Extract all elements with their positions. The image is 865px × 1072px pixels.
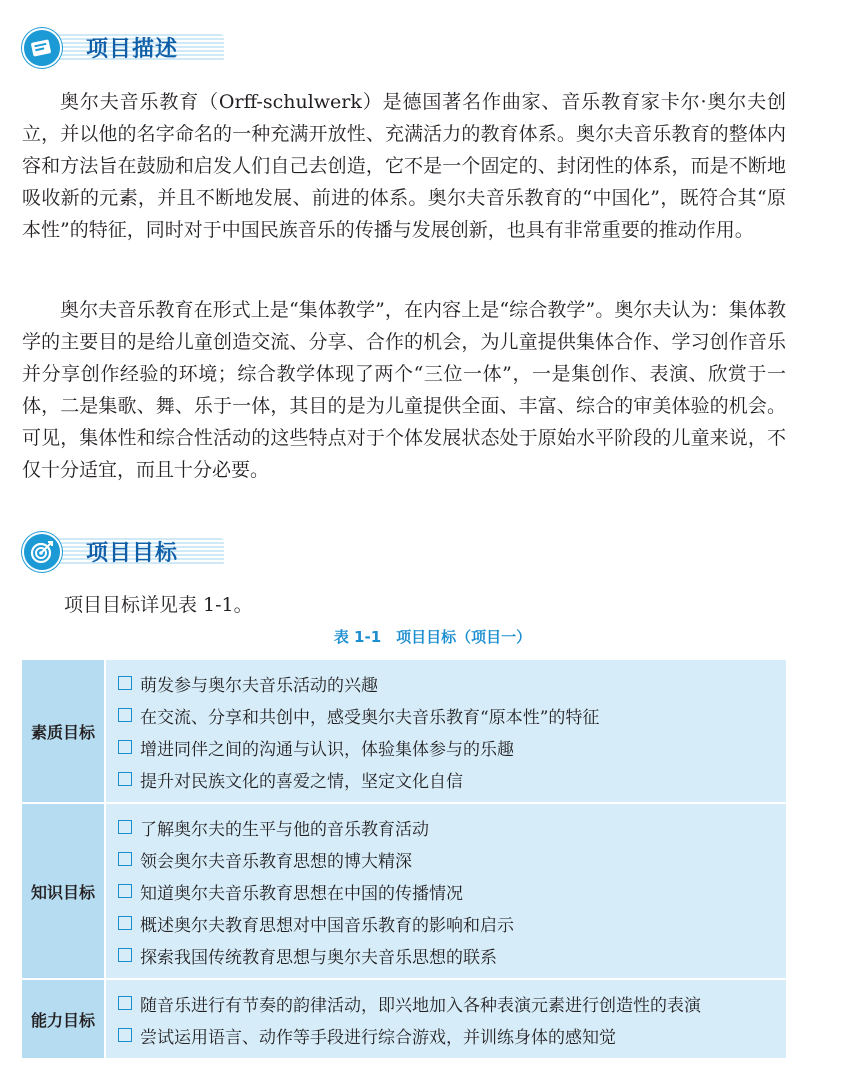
- list-item: [118, 987, 786, 1019]
- list-item: [118, 907, 786, 939]
- table-intro: 项目目标详见表 1-1。: [64, 594, 253, 616]
- goal-text: 探索我国传统教育思想与奥尔夫音乐思想的联系: [140, 947, 497, 968]
- goal-category: 素质目标: [22, 660, 106, 802]
- section-header-goals: [22, 532, 212, 572]
- goals-table: [22, 660, 786, 1060]
- checkbox-icon: [118, 948, 132, 962]
- checkbox-icon: [118, 708, 132, 722]
- goal-list: [106, 804, 786, 978]
- checkbox-icon: [118, 916, 132, 930]
- table-caption: 表 1-1 项目目标（项目一）: [333, 628, 532, 646]
- list-item: [118, 875, 786, 907]
- checkbox-icon: [118, 852, 132, 866]
- list-item: [118, 763, 786, 795]
- goal-text: 增进同伴之间的沟通与认识，体验集体参与的乐趣: [140, 739, 514, 760]
- checkbox-icon: [118, 884, 132, 898]
- list-item: [118, 731, 786, 763]
- list-item: [118, 939, 786, 971]
- goal-list: [106, 660, 786, 802]
- list-item: [118, 1019, 786, 1051]
- section-title: 项目描述: [86, 37, 179, 62]
- goal-text: 萌发参与奥尔夫音乐活动的兴趣: [140, 675, 378, 696]
- goal-list: [106, 980, 786, 1058]
- goal-text: 领会奥尔夫音乐教育思想的博大精深: [140, 851, 412, 872]
- goal-text: 尝试运用语言、动作等手段进行综合游戏，并训练身体的感知觉: [140, 1027, 616, 1048]
- list-item: [118, 699, 786, 731]
- goal-text: 提升对民族文化的喜爱之情，坚定文化自信: [140, 771, 463, 792]
- book-icon: [22, 28, 62, 68]
- table-row: [22, 804, 786, 980]
- list-item: [118, 811, 786, 843]
- goal-text: 随音乐进行有节奏的韵律活动，即兴地加入各种表演元素进行创造性的表演: [140, 995, 701, 1016]
- goal-category: 知识目标: [22, 804, 106, 978]
- goal-text: 在交流、分享和共创中，感受奥尔夫音乐教育“原本性”的特征: [140, 707, 600, 728]
- goal-category: 能力目标: [22, 980, 106, 1058]
- goal-text: 概述奥尔夫教育思想对中国音乐教育的影响和启示: [140, 915, 514, 936]
- section-header-description: [22, 28, 212, 68]
- goal-text: 了解奥尔夫的生平与他的音乐教育活动: [140, 819, 429, 840]
- section-title: 项目目标: [86, 541, 179, 566]
- checkbox-icon: [118, 820, 132, 834]
- table-row: [22, 980, 786, 1060]
- checkbox-icon: [118, 740, 132, 754]
- list-item: [118, 667, 786, 699]
- checkbox-icon: [118, 772, 132, 786]
- checkbox-icon: [118, 996, 132, 1010]
- list-item: [118, 843, 786, 875]
- checkbox-icon: [118, 676, 132, 690]
- description-paragraph-1: 奥尔夫音乐教育（Orff-schulwerk）是德国著名作曲家、音乐教育家卡尔·奥尔夫创立，并以他的名字命名的一种充满开放性、充满活力的教育体系。奥尔夫音乐教育的整体内容和方法旨在鼓励和启发人们自己去创造，它不是一个固定的、封闭性的体系，而是不断地吸收新的元素，并且不断地发展、前进的体系。奥尔夫音乐教育的“中国化”，既符合其“原本性”的特征，同时对于中国民族音乐的传播与发展创新，也具有非常重要的推动作用。: [22, 91, 786, 241]
- checkbox-icon: [118, 1028, 132, 1042]
- description-paragraph-2: 奥尔夫音乐教育在形式上是“集体教学”，在内容上是“综合教学”。奥尔夫认为：集体教学的主要目的是给儿童创造交流、分享、合作的机会，为儿童提供集体合作、学习创作音乐并分享创作经验的环境；综合教学体现了两个“三位一体”，一是集创作、表演、欣赏于一体，二是集歌、舞、乐于一体，其目的是为儿童提供全面、丰富、综合的审美体验的机会。可见，集体性和综合性活动的这些特点对于个体发展状态处于原始水平阶段的儿童来说，不仅十分适宜，而且十分必要。: [22, 299, 786, 481]
- target-icon: [22, 532, 62, 572]
- goal-text: 知道奥尔夫音乐教育思想在中国的传播情况: [140, 883, 463, 904]
- table-row: [22, 660, 786, 804]
